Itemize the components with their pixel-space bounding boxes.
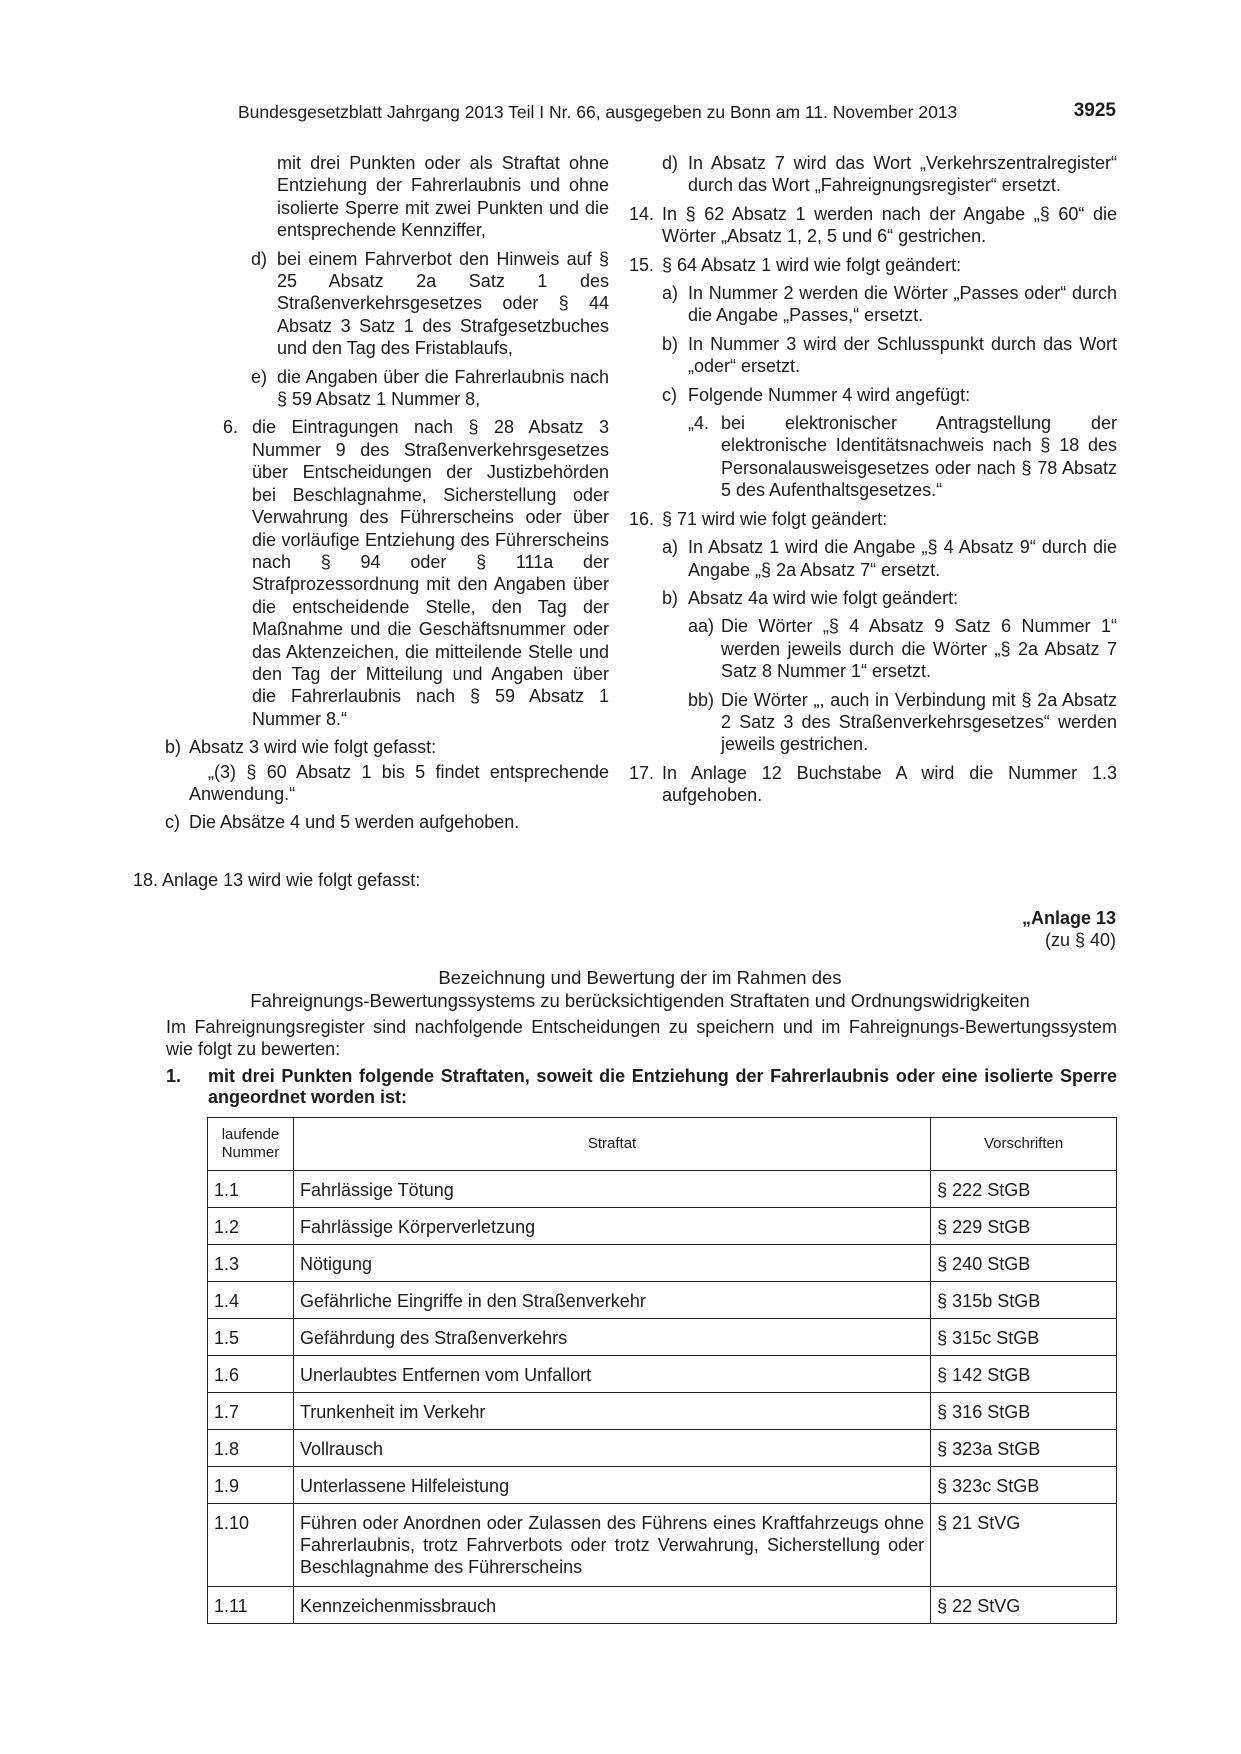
table-row (208, 1171, 1117, 1208)
table-header-row (208, 1118, 1117, 1171)
cell-straftat: Unterlassene Hilfeleistung (293, 1467, 930, 1504)
item-label: a) (662, 537, 679, 558)
cell-vorschrift: § 21 StVG (931, 1504, 1117, 1587)
offenses-table (207, 1117, 1117, 1624)
cell-nr: 1.10 (208, 1504, 294, 1587)
table-row (208, 1504, 1117, 1587)
page-header (238, 101, 1116, 127)
anlage-title: „Anlage 13 (1021, 908, 1116, 928)
item-label: bb) (688, 689, 715, 710)
item-label: d) (251, 248, 268, 269)
list-item: d) In Absatz 7 wird das Wort „Verkehrszentralregister“ durch das Wort „Fahreignungsregister“ ersetzt. (662, 153, 1117, 196)
cell-vorschrift: § 142 StGB (931, 1356, 1117, 1393)
list-item: a) In Absatz 1 wird die Angabe „§ 4 Absatz 9“ durch die Angabe „§ 2a Absatz 7“ ersetzt. (662, 537, 1117, 580)
item-label: b) (165, 737, 182, 758)
cell-vorschrift: § 316 StGB (931, 1393, 1117, 1430)
running-title: Bundesgesetzblatt Jahrgang 2013 Teil I Nr. 66, ausgegeben zu Bonn am 11. November 2013 (238, 102, 958, 122)
list-item: mit drei Punkten oder als Straftat ohne Entziehung der Fahrerlaubnis und ohne isolierte Sperre mit zwei Punkten und die entsprechende Kennziffer, (277, 153, 609, 241)
list-item: a) In Nummer 2 werden die Wörter „Passes oder“ durch die Angabe „Passes,“ ersetzt. (662, 283, 1117, 326)
item-label: 16. (629, 508, 655, 529)
table-row (208, 1356, 1117, 1393)
list-item: c) Die Absätze 4 und 5 werden aufgehoben. (165, 812, 520, 833)
cell-nr: 1.9 (208, 1467, 294, 1504)
intro-paragraph: Im Fahreignungsregister sind nachfolgende Entscheidungen zu speichern und im Fahreignungs-Bewertungssystem wie folgt zu bewerten: (166, 1017, 1117, 1059)
table-row (208, 1245, 1117, 1282)
section-1-heading (166, 1066, 1117, 1108)
item-label: 14. (629, 203, 655, 224)
cell-straftat: Vollrausch (293, 1430, 930, 1467)
list-item: 6. die Eintragungen nach § 28 Absatz 3 Nummer 9 des Straßenverkehrsgesetzes über Entscheidungen der Justizbehörden bei Beschlagnahme, Sicherstellung oder Verwahrung des Führerscheins oder über die vorläufige Entziehung des Führerscheins nach § 94 oder § 111a der Strafprozessordnung mit den Angaben über die entscheidende Stelle, den Tag der Maßnahme und die Geschäftsnummer oder das Aktenzeichen, die mitteilende Stelle und den Tag der Mitteilung und Angaben über die Fahrerlaubnis nach § 59 Absatz 1 Nummer 8.“ (223, 417, 609, 729)
list-item: „4. bei elektronischer Antragstellung der elektronische Identitätsnachweis nach § 18 des Personalausweisgesetzes oder nach § 78 Absatz 5 des Aufenthaltsgesetzes.“ (688, 413, 1117, 501)
document-title (163, 966, 1117, 1012)
list-item: 15. § 64 Absatz 1 wird wie folgt geändert: (629, 254, 962, 275)
section-number: 1. (166, 1066, 182, 1086)
item-label: „4. (688, 413, 710, 434)
list-item: „(3) § 60 Absatz 1 bis 5 findet entsprechende Anwendung.“ (189, 761, 609, 804)
list-item: 14. In § 62 Absatz 1 werden nach der Angabe „§ 60“ die Wörter „Absatz 1, 2, 5 und 6“ gestrichen. (629, 203, 1117, 247)
cell-straftat: Unerlaubtes Entfernen vom Unfallort (293, 1356, 930, 1393)
cell-nr: 1.2 (208, 1208, 294, 1245)
list-item: b) In Nummer 3 wird der Schlusspunkt durch das Wort „oder“ ersetzt. (662, 333, 1117, 377)
item-label: 15. (629, 254, 655, 275)
anlage-heading (1022, 907, 1116, 951)
list-item: b) Absatz 4a wird wie folgt geändert: (662, 587, 959, 608)
right-column (629, 152, 1117, 813)
cell-straftat: Gefährliche Eingriffe in den Straßenverkehr (293, 1282, 930, 1319)
section-text: mit drei Punkten folgende Straftaten, soweit die Entziehung der Fahrerlaubnis oder eine isolierte Sperre angeordnet worden ist: (208, 1066, 1117, 1107)
item-label: 18. (133, 870, 159, 890)
list-item: b) Absatz 3 wird wie folgt gefasst: (165, 737, 437, 758)
list-item: 17. In Anlage 12 Buchstabe A wird die Nummer 1.3 aufgehoben. (629, 762, 1117, 806)
left-column (163, 152, 609, 840)
list-item: c) Folgende Nummer 4 wird angefügt: (662, 384, 971, 405)
item-label: c) (165, 812, 180, 833)
item-label: e) (251, 366, 268, 387)
header-laufende-nummer: laufende Nummer (208, 1118, 294, 1171)
anlage-ref: (zu § 40) (1044, 930, 1116, 950)
cell-vorschrift: § 323a StGB (931, 1430, 1117, 1467)
header-straftat: Straftat (293, 1118, 930, 1171)
item-label: b) (662, 333, 679, 354)
cell-straftat: Fahrlässige Tötung (293, 1171, 930, 1208)
table-row (208, 1208, 1117, 1245)
cell-nr: 1.11 (208, 1587, 294, 1624)
table-row (208, 1282, 1117, 1319)
cell-vorschrift: § 229 StGB (931, 1208, 1117, 1245)
cell-nr: 1.7 (208, 1393, 294, 1430)
item-text: Anlage 13 wird wie folgt gefasst: (162, 870, 421, 890)
cell-straftat: Kennzeichenmissbrauch (293, 1587, 930, 1624)
item-18 (133, 869, 733, 891)
cell-nr: 1.8 (208, 1430, 294, 1467)
cell-straftat: Fahrlässige Körperverletzung (293, 1208, 930, 1245)
cell-straftat: Gefährdung des Straßenverkehrs (293, 1319, 930, 1356)
table-row (208, 1587, 1117, 1624)
list-item: e) die Angaben über die Fahrerlaubnis nach § 59 Absatz 1 Nummer 8, (251, 366, 609, 410)
cell-nr: 1.6 (208, 1356, 294, 1393)
cell-vorschrift: § 240 StGB (931, 1245, 1117, 1282)
cell-straftat: Führen oder Anordnen oder Zulassen des Führens eines Kraftfahrzeugs ohne Fahrerlaubnis, trotz Fahrverbots oder trotz Verwahrung, Sicherstellung oder Beschlagnahme des Führerscheins (293, 1504, 930, 1587)
item-label: aa) (688, 616, 715, 637)
cell-vorschrift: § 315c StGB (931, 1319, 1117, 1356)
title-line-1: Bezeichnung und Bewertung der im Rahmen des (438, 967, 842, 988)
header-vorschriften: Vorschriften (931, 1118, 1117, 1171)
table-row (208, 1393, 1117, 1430)
cell-vorschrift: § 323c StGB (931, 1467, 1117, 1504)
list-item: aa) Die Wörter „§ 4 Absatz 9 Satz 6 Nummer 1“ werden jeweils durch die Wörter „§ 2a Absatz 7 Satz 8 Nummer 1“ ersetzt. (688, 616, 1117, 682)
list-item: bb) Die Wörter „, auch in Verbindung mit § 2a Absatz 2 Satz 3 des Straßenverkehrsgesetzes“ werden jeweils gestrichen. (688, 689, 1117, 755)
item-label: a) (662, 283, 679, 304)
item-label: 6. (223, 417, 239, 438)
table-row (208, 1430, 1117, 1467)
cell-vorschrift: § 315b StGB (931, 1282, 1117, 1319)
item-label: b) (662, 587, 679, 608)
list-item: d) bei einem Fahrverbot den Hinweis auf § 25 Absatz 2a Satz 1 des Straßenverkehrsgesetzes oder § 44 Absatz 3 Satz 1 des Strafgesetzbuches und den Tag des Fristablaufs, (251, 248, 609, 359)
cell-nr: 1.5 (208, 1319, 294, 1356)
cell-straftat: Nötigung (293, 1245, 930, 1282)
page-number: 3925 (1073, 100, 1116, 121)
cell-straftat: Trunkenheit im Verkehr (293, 1393, 930, 1430)
table-row (208, 1467, 1117, 1504)
cell-nr: 1.4 (208, 1282, 294, 1319)
cell-vorschrift: § 222 StGB (931, 1171, 1117, 1208)
item-label: c) (662, 384, 677, 405)
cell-nr: 1.1 (208, 1171, 294, 1208)
table-row (208, 1319, 1117, 1356)
title-line-2: Fahreignungs-Bewertungssystems zu berücksichtigenden Straftaten und Ordnungswidrigkeiten (250, 990, 1030, 1011)
cell-nr: 1.3 (208, 1245, 294, 1282)
list-item: 16. § 71 wird wie folgt geändert: (629, 508, 888, 529)
item-label: d) (662, 153, 679, 173)
cell-vorschrift: § 22 StVG (931, 1587, 1117, 1624)
item-label: 17. (629, 762, 655, 783)
